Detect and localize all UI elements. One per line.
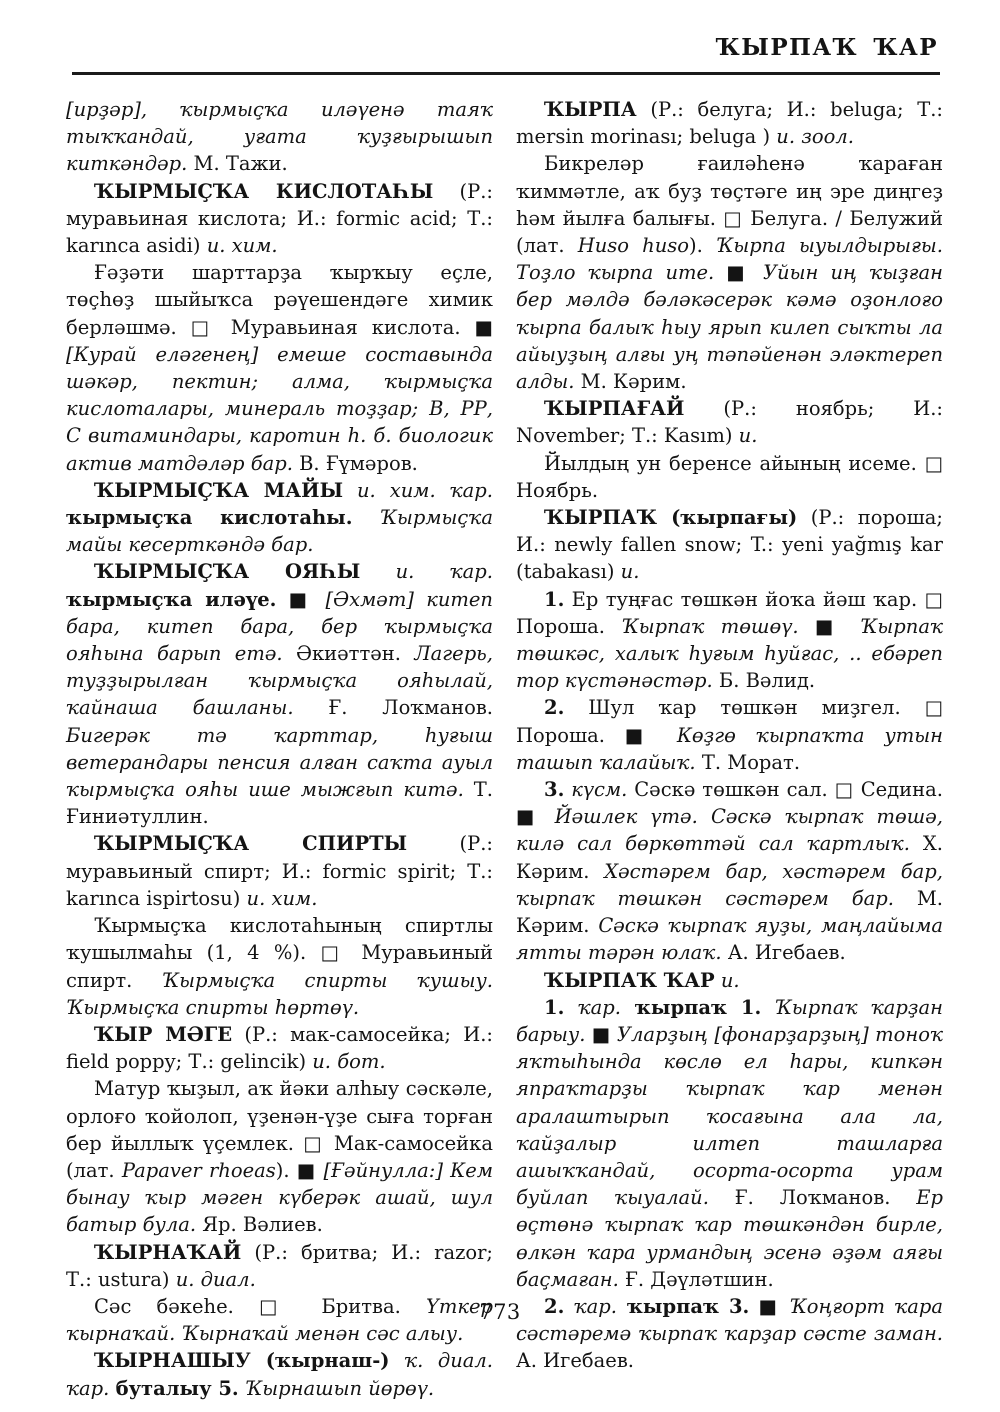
text-run: [Әхмәт] китеп бара, китеп бара, бер ҡырмыҫҡа ояһына барып етә. [66, 587, 493, 666]
text-run: Бикреләр ғаиләһенә ҡараған ҡиммәтле, аҡ буҙ төҫтәге иң эре диңгеҙ һәм йылға балығы. □ Белуга. / Белужий (лат. [516, 152, 943, 258]
text-run: Бигерәк тә ҡарттар, һуғыш ветерандары пенсия алған саҡта ауыл ҡырмыҫҡа ояһы ише мыжғып китә. [66, 723, 493, 802]
dictionary-paragraph [66, 96, 493, 178]
dictionary-paragraph [516, 967, 943, 994]
text-run: [Ғәйнулла:] Кем бынау ҡыр мәген күберәк ашай, шул батыр була. [66, 1158, 493, 1237]
dictionary-paragraph [516, 994, 943, 1293]
text-run: 2. [544, 696, 565, 720]
text-columns [66, 96, 943, 1402]
dictionary-paragraph [516, 450, 943, 504]
text-run: Ҡырмыҫҡа майы кесерткәндә бар. [66, 506, 493, 557]
text-run: (Р.: пороша; И.: newly fallen snow; T.: yeni yağmış kar (tabakası) [516, 506, 943, 584]
text-run: Ҡырпаҡ ҡарҙан барыу. [516, 995, 943, 1046]
text-run: ҡырмыҫҡа иләүе. [66, 587, 277, 611]
text-run: ■ [798, 614, 860, 638]
text-run: Ҡырмыҫҡа спирты ҡушыу. Ҡырмыҫҡа спирты һөртөү. [66, 968, 493, 1019]
text-run: ҠЫРМЫҪҠА ОЯҺЫ [94, 560, 361, 584]
text-run: 2. [544, 1294, 565, 1318]
text-run: Ҡырпа ыуылдырығы. Тоҙло ҡырпа ите. [516, 234, 943, 285]
dictionary-paragraph [516, 504, 943, 586]
text-run: Т. Морат. [695, 750, 801, 774]
dictionary-paragraph [66, 178, 493, 260]
header-rule [72, 72, 940, 75]
text-run: буталыу 5. [115, 1376, 239, 1400]
dictionary-paragraph [66, 1021, 493, 1075]
text-run: [Курай еләгенең] емеше составында шәкәр, пектин; алма, ҡырмыҫҡа кислоталары, минераль тоҙҙар; В, РР, С витаминдары, каротин һ. б. биологик актив матдәләр бар. [66, 342, 493, 475]
text-run: ҡар. [564, 1294, 617, 1318]
text-run: күсм. [564, 778, 628, 802]
text-run: 3. [544, 778, 565, 802]
text-run: и. [738, 424, 758, 448]
dictionary-paragraph [66, 259, 493, 477]
text-run: и. хим. [206, 234, 278, 258]
dictionary-paragraph [516, 776, 943, 966]
text-run: ҠЫРПАҒАЙ [544, 397, 685, 421]
text-run: М. Кәрим. [574, 370, 687, 394]
dictionary-paragraph [66, 558, 493, 830]
running-head: ҠЫРПАҠ ҠАР [715, 34, 938, 61]
text-run: Б. Вәлид. [712, 669, 816, 693]
text-run: ҠЫРПА [544, 98, 637, 121]
left-column [66, 96, 493, 1402]
text-run: (Р.: белуга; И.: beluga; Т.: mersin morinası; beluga ) [516, 98, 943, 149]
dictionary-paragraph [516, 694, 943, 776]
dictionary-paragraph [516, 150, 943, 395]
text-run: [ирҙәр], ҡырмыҫҡа иләүенә таяҡ тыҡҡандай, уғата ҡуҙғырышып киткәндәр. [66, 98, 493, 176]
text-run: Шул ҡар төшкән миҙгел. □ Пороша. ■ [516, 696, 943, 747]
right-column [516, 96, 943, 1402]
dictionary-paragraph [66, 477, 493, 559]
text-run: А. Игебаев. [721, 941, 846, 965]
dictionary-paragraph [516, 586, 943, 695]
text-run: Ҡырпаҡ төшкәс, халыҡ һуғым һуйғас, .. ебәреп тор күстәнәстәр. [516, 614, 943, 693]
text-run: Х. Кәрим. [516, 832, 943, 883]
text-run: Лагерь, туҙҙырылған ҡырмыҫҡа ояһылай, ҡайнаша башланы. [66, 642, 493, 720]
text-run: Уйын иң ҡыҙған бер мәлдә бәләкәсерәк кәмә оҙонлоғо ҡырпа балыҡ һыу ярып килеп сыҡты ла айыуҙың алғы уң тәпәйенән эләктереп алды. [516, 261, 943, 394]
text-run: Ғ. Лоҡманов. [293, 696, 493, 720]
text-run: (Р.: муравьиная кислота; И.: formic acid; Т.: karınca asidi) [66, 179, 493, 258]
text-run: ■ [276, 587, 326, 611]
dictionary-paragraph [66, 1347, 493, 1401]
text-run: и. зоол. [776, 125, 854, 149]
text-run: и. ҡар. [360, 560, 493, 584]
text-run: и. хим. [246, 886, 318, 910]
text-run: ҠЫР МӘГЕ [94, 1022, 233, 1046]
text-run: Papaver rhoeas [121, 1158, 276, 1182]
text-run: Ғәҙәти шарттарҙа ҡырҡыу еҫле, төҫһөҙ шыйыҡса рәүешендәге химик берләшмә. □ Муравьиная кислота. ■ [66, 261, 493, 339]
text-run: ҠЫРПАҠ (ҡырпағы) [544, 506, 798, 530]
text-run: 1. [544, 995, 565, 1019]
text-run: ҠЫРМЫҪҠА МАЙЫ [94, 478, 344, 502]
text-run: Huso huso [577, 234, 689, 258]
text-run: Ҡырмыҫҡа кислотаһының спиртлы ҡушылмаһы (1, 4 %). □ Муравьиный спирт. [66, 914, 493, 992]
text-run: Ҡырпаҡ төшөү. [621, 614, 799, 638]
text-run: Үткер ҡырнаҡай. Ҡырнаҡай менән сәс алыу. [66, 1294, 493, 1346]
text-run: 1. [544, 587, 565, 611]
text-run: Ҡоңғорт ҡара сәстәремә ҡырпаҡ ҡарҙар сәсте заман. [516, 1294, 943, 1346]
text-run: ҠЫРМЫҪҠА КИСЛОТАҺЫ [94, 179, 434, 203]
text-run: ҠЫРПАҠ ҠАР [544, 968, 715, 992]
text-run: Ғ. Лоҡманов. [708, 1186, 917, 1210]
text-run: М. Кәрим. [516, 886, 943, 938]
text-run: Яр. Вәлиев. [196, 1213, 323, 1237]
text-run: Матур ҡыҙыл, аҡ йәки алһыу сәскәле, орлоғо ҡойолоп, үҙенән-үҙе сыға торған бер йыллыҡ үҫемлек. □ Мак-самосейка (лат. [66, 1077, 493, 1182]
text-run: Йылдың ун беренсе айының исеме. □ Ноябрь. [516, 451, 943, 502]
text-run: ҠЫРМЫҪҠА СПИРТЫ [94, 832, 408, 856]
text-run: ҠЫРНАҠАЙ [94, 1240, 242, 1264]
text-run: ҡырмыҫҡа кислотаһы. [66, 506, 353, 530]
text-run: ). [689, 234, 716, 258]
dictionary-paragraph [516, 96, 943, 150]
text-run: ■ [585, 1022, 617, 1046]
text-run: Ғ. Дәүләтшин. [618, 1267, 774, 1291]
page-number: 773 [479, 1300, 521, 1324]
text-run: Ер туңғас төшкән йоҡа йәш ҡар. □ Пороша. [516, 587, 943, 638]
text-run: Сәскә ҡырпаҡ яуҙы, маңлайыма ятты тәрән юлаҡ. [516, 914, 943, 965]
text-run: ҠЫРНАШЫУ (ҡырнаш-) [94, 1349, 390, 1373]
text-run: Хәстәрем бар, хәстәрем бар, ҡырпаҡ төшкән сәстәрем бар. [516, 859, 943, 910]
text-run: ҡар. [564, 995, 621, 1019]
text-run: (Р.: ноябрь; И.: November; Т.: Kasım) [516, 397, 943, 448]
text-run: ҡырпаҡ 1. [620, 995, 762, 1019]
text-run: ҡ. диал. ҡар. [66, 1349, 493, 1400]
text-run: ■ [749, 1294, 790, 1318]
text-run: (Р.: бритва; И.: razor; Т.: ustura) [66, 1240, 493, 1291]
text-run: Ҡырнашып йөрөү. [238, 1376, 435, 1400]
text-run: ■ [714, 261, 763, 285]
dictionary-paragraph [66, 1075, 493, 1238]
text-run: Т. Ғиниәтуллин. [66, 778, 493, 829]
dictionary-paragraph [516, 395, 943, 449]
text-run: (Р.: муравьиный спирт; И.: formic spirit; Т.: karınca ispirtosu) [66, 832, 493, 910]
text-run: А. Игебаев. [516, 1349, 635, 1373]
text-run: ҡырпаҡ 3. [616, 1294, 750, 1318]
text-run: Көҙгө ҡырпаҡта утын ташып ҡалайыҡ. [516, 723, 943, 774]
text-run: Сәс бәкеһе. □ Бритва. [94, 1294, 426, 1318]
text-run: и. бот. [312, 1050, 386, 1074]
text-run: и. [620, 560, 640, 584]
dictionary-paragraph [66, 1239, 493, 1293]
text-run: ). ■ [275, 1158, 324, 1182]
text-run: и. диал. [175, 1267, 256, 1291]
dictionary-paragraph [66, 830, 493, 912]
dictionary-paragraph [66, 912, 493, 1021]
text-run: Әкиәттән. [282, 642, 415, 666]
text-run: В. Ғүмәров. [292, 451, 418, 475]
text-run: и. [714, 968, 740, 992]
text-run: Йәшлек үтә. Сәскә ҡырпаҡ төшә, килә сал бөркөттәй сал ҡартлыҡ. [516, 805, 943, 856]
text-run: и. хим. ҡар. [343, 478, 493, 502]
text-run: Сәскә төшкән сал. □ Седина. ■ [516, 778, 943, 829]
text-run: М. Тажи. [187, 152, 288, 176]
text-run: (Р.: мак-самосейка; И.: field poppy; Т.: gelincik) [66, 1022, 493, 1074]
text-run: Ер өҫтөнә ҡырпаҡ ҡар төшкәндән бирле, өлкән ҡара урмандың эсенә әҙәм аяғы баҫмаған. [516, 1186, 944, 1291]
text-run: Уларҙың [фонарҙарҙың] тоноҡ яҡтыһында көслө ел һары, кипкән япраҡтарҙы ҡырпаҡ ҡар менән аралаштырып ҡосағына ала ла, ҡайҙалыр илтеп ташларға ашыҡҡандай, осорта-осорта урам буйлап ҡыуалай. [516, 1022, 943, 1210]
